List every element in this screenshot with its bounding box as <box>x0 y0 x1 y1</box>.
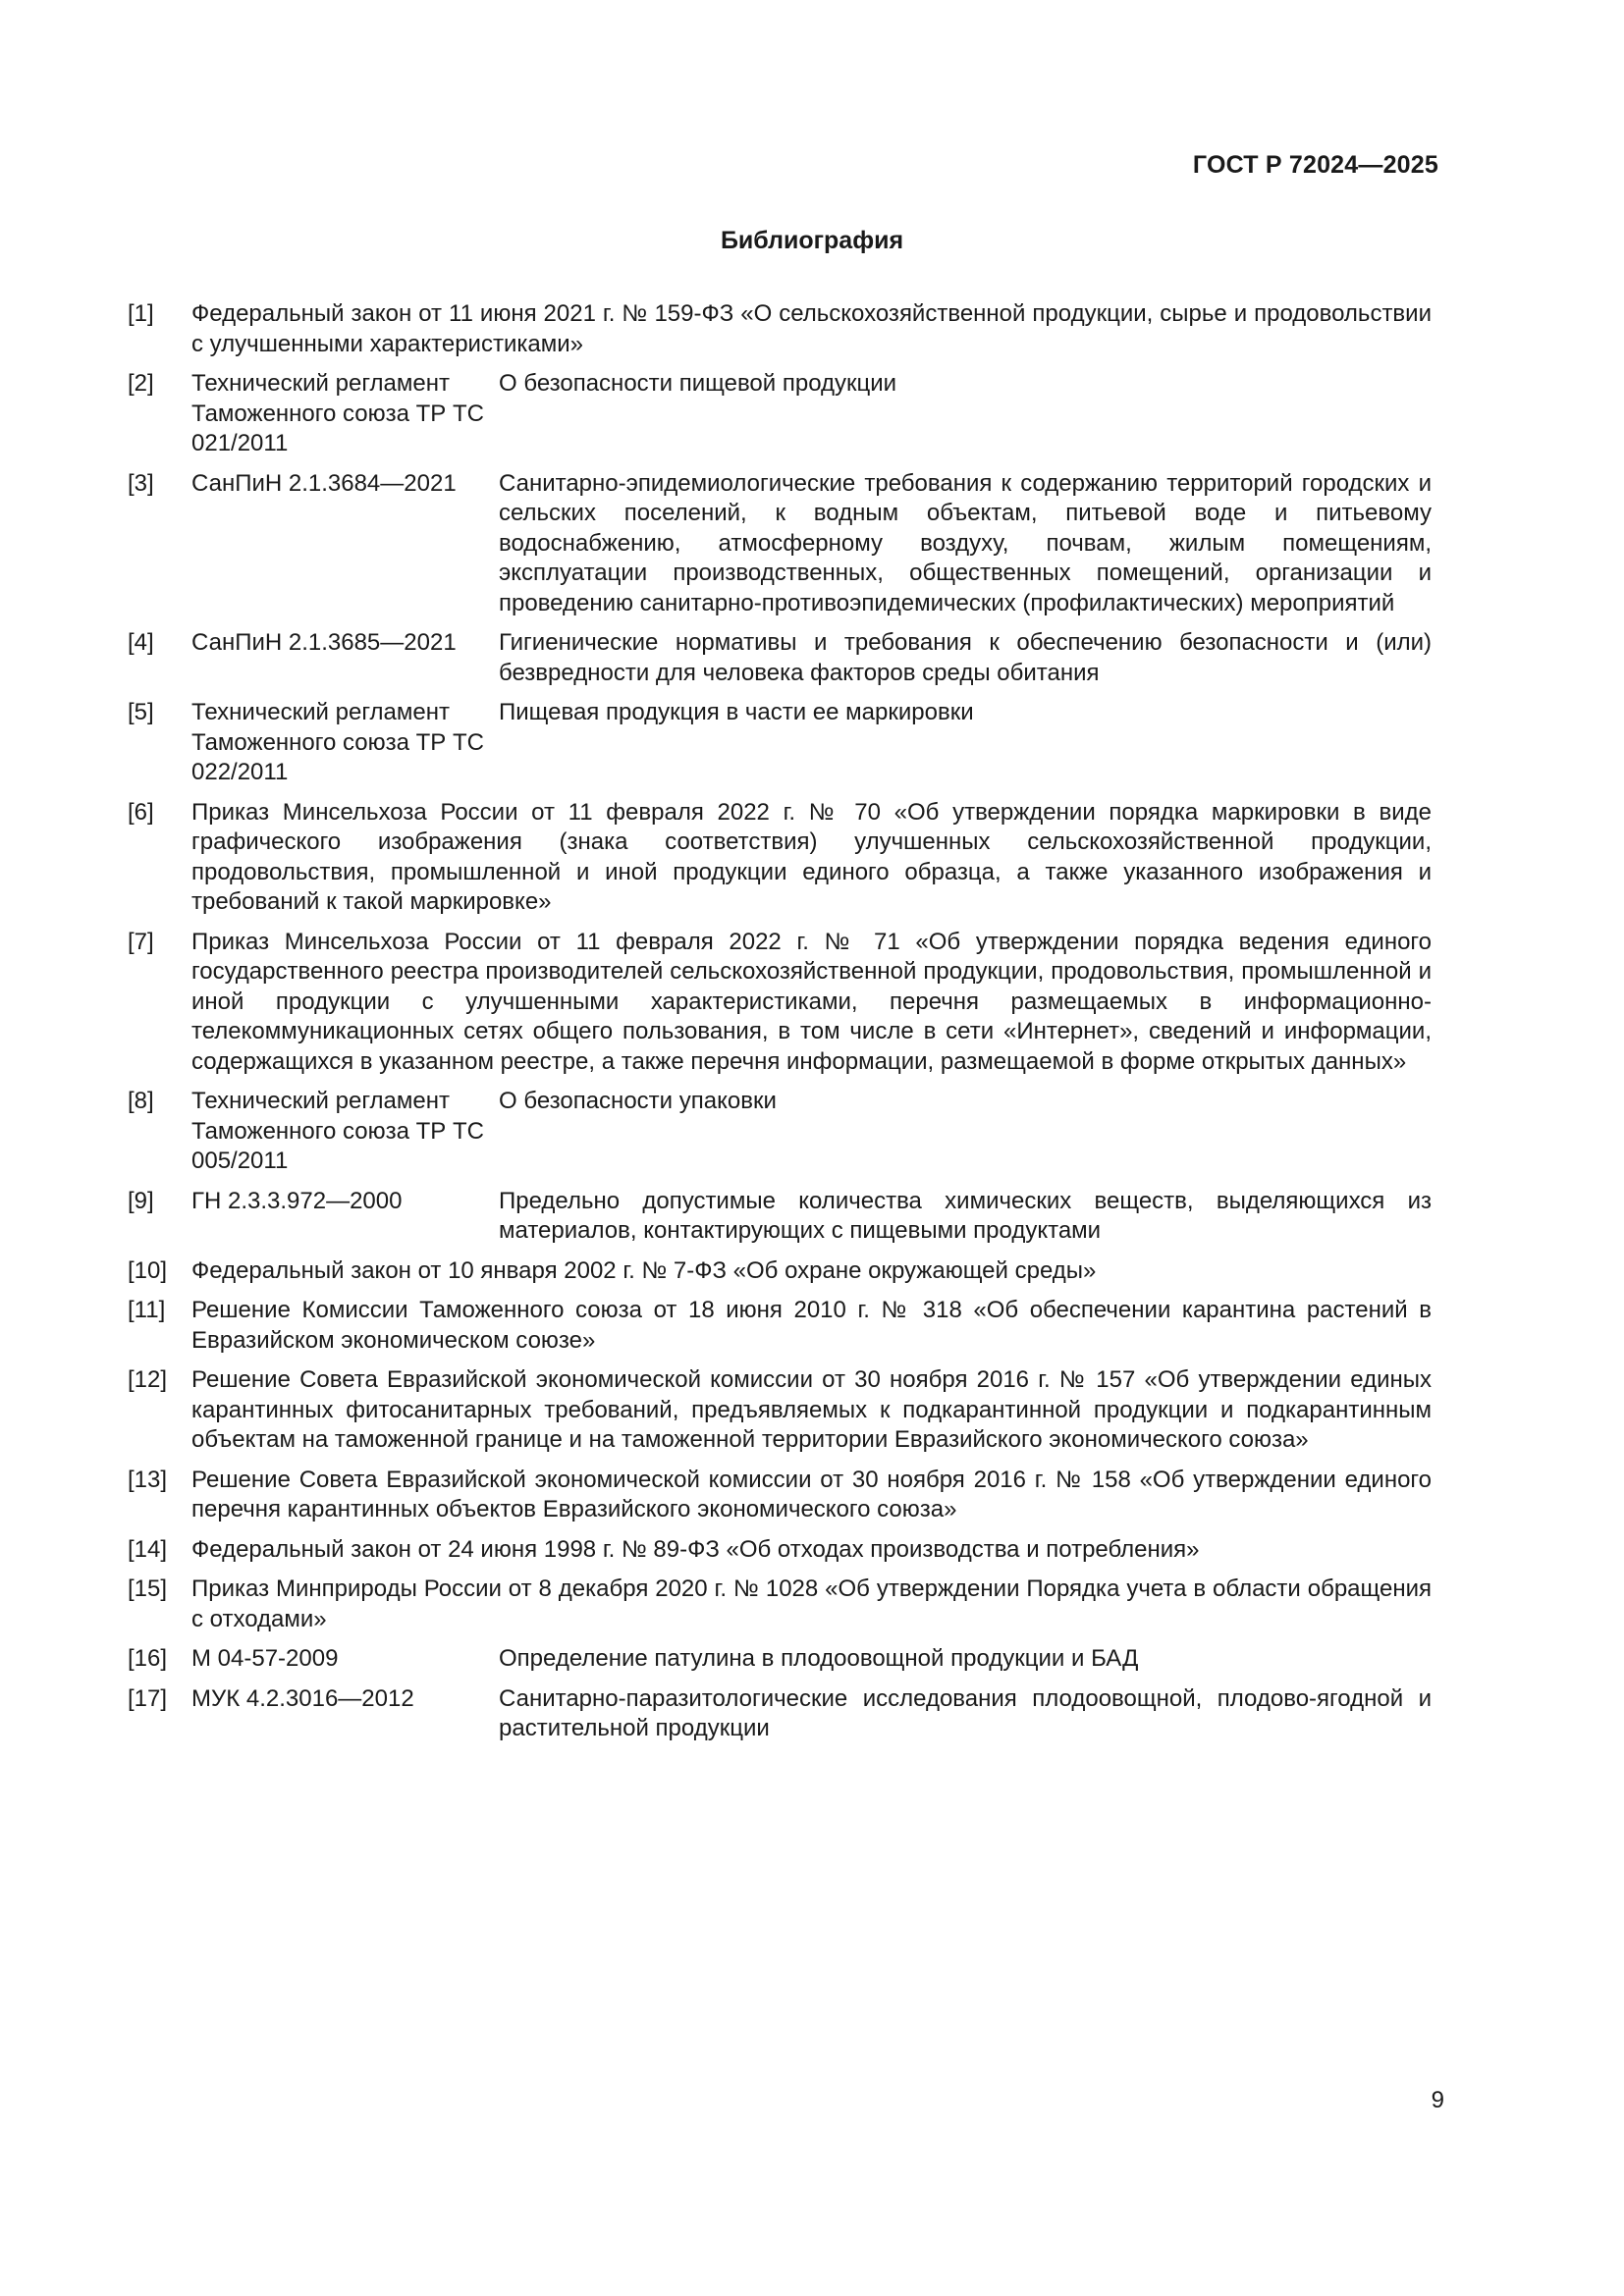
entry-description: О безопасности упаковки <box>499 1088 777 1114</box>
bibliography-entry-6 <box>128 798 1432 918</box>
entry-text: Федеральный закон от 10 января 2002 г. № 7-ФЗ «Об охране окружающей среды» <box>191 1256 1097 1284</box>
entry-text: Приказ Минсельхоза России от 11 февраля 2022 г. № 71 «Об утверждении порядка ведения единого государственного реестра производителей сельскохозяйственной продукции, продовольствия, промышленной и иной продукции с улучшенными характеристиками, перечня размещаемых в информационно-телекоммуникационных сетях общего пользования, в том числе в сети «Интернет», сведений и информации, содержащихся в указанном реестре, а также перечня информации, размещаемой в форме открытых данных» <box>191 928 1432 1075</box>
bibliography-entry-15 <box>128 1575 1432 1634</box>
entry-description: Гигиенические нормативы и требования к обеспечению безопасности и (или) безвредности для человека факторов среды обитания <box>499 629 1432 686</box>
entry-description: Определение патулина в плодоовощной продукции и БАД <box>499 1645 1139 1672</box>
entry-description: Предельно допустимые количества химических веществ, выделяющихся из материалов, контактирующих с пищевыми продуктами <box>499 1187 1432 1244</box>
bibliography-entry-1 <box>128 299 1432 359</box>
entry-text: Решение Совета Евразийской экономической комиссии от 30 ноября 2016 г. № 158 «Об утверждении единого перечня карантинных объектов Евразийского экономического союза» <box>191 1466 1432 1522</box>
bibliography-entry-16 <box>128 1644 1432 1675</box>
bibliography-entry-17 <box>128 1684 1432 1744</box>
bibliography-entry-13 <box>128 1466 1432 1525</box>
page-number: 9 <box>1431 2087 1444 2113</box>
entry-document: М 04-57-2009 <box>191 1645 339 1672</box>
entry-document: СанПиН 2.1.3685—2021 <box>191 629 457 656</box>
entry-number: [5] <box>128 699 154 725</box>
entry-number: [12] <box>128 1366 168 1393</box>
entry-number: [8] <box>128 1088 154 1114</box>
document-code: ГОСТ Р 72024—2025 <box>1192 151 1438 179</box>
entry-number: [7] <box>128 928 154 955</box>
page-title: Библиография <box>720 227 904 254</box>
entry-number: [10] <box>128 1256 168 1284</box>
entry-text: Федеральный закон от 24 июня 1998 г. № 89-ФЗ «Об отходах производства и потребления» <box>191 1535 1200 1563</box>
entry-number: [6] <box>128 798 154 826</box>
entry-number: [4] <box>128 629 154 656</box>
entry-document: Технический регламент Таможенного союза ТР ТС 022/2011 <box>191 699 484 785</box>
entry-text: Федеральный закон от 11 июня 2021 г. № 159-ФЗ «О сельскохозяйственной продукции, сырье и продовольствии с улучшенными характеристиками» <box>191 300 1432 357</box>
entry-document: Технический регламент Таможенного союза ТР ТС 005/2011 <box>191 1088 484 1174</box>
bibliography-list <box>128 299 1432 1754</box>
entry-number: [17] <box>128 1684 168 1712</box>
entry-description: Санитарно-паразитологические исследования плодоовощной, плодово-ягодной и растительной продукции <box>499 1684 1432 1741</box>
bibliography-entry-12 <box>128 1365 1432 1456</box>
bibliography-entry-3 <box>128 469 1432 619</box>
entry-document: СанПиН 2.1.3684—2021 <box>191 469 457 497</box>
entry-text: Приказ Минсельхоза России от 11 февраля 2022 г. № 70 «Об утверждении порядка маркировки в виде графического изображения (знака соответствия) улучшенных сельскохозяйственной продукции, продовольствия, промышленной и иной продукции единого образца, а также указанного изображения и требований к такой маркировке» <box>191 798 1432 915</box>
entry-description: Пищевая продукция в части ее маркировки <box>499 699 974 725</box>
entry-number: [14] <box>128 1535 168 1563</box>
bibliography-entry-10 <box>128 1256 1432 1287</box>
entry-number: [11] <box>128 1297 166 1323</box>
entry-number: [2] <box>128 370 154 397</box>
entry-text: Решение Комиссии Таможенного союза от 18 июня 2010 г. № 318 «Об обеспечении карантина растений в Евразийском экономическом союзе» <box>191 1297 1432 1354</box>
entry-number: [3] <box>128 469 154 497</box>
entry-description: О безопасности пищевой продукции <box>499 370 897 397</box>
bibliography-entry-14 <box>128 1535 1432 1566</box>
entry-number: [16] <box>128 1645 168 1672</box>
entry-number: [9] <box>128 1187 154 1214</box>
bibliography-entry-11 <box>128 1296 1432 1356</box>
entry-text: Приказ Минприроды России от 8 декабря 2020 г. № 1028 «Об утверждении Порядка учета в области обращения с отходами» <box>191 1575 1432 1632</box>
entry-document: ГН 2.3.3.972—2000 <box>191 1187 403 1214</box>
entry-document: Технический регламент Таможенного союза ТР ТС 021/2011 <box>191 370 484 456</box>
bibliography-entry-7 <box>128 928 1432 1078</box>
entry-number: [13] <box>128 1466 168 1493</box>
bibliography-entry-5 <box>128 698 1432 788</box>
entry-description: Санитарно-эпидемиологические требования к содержанию территорий городских и сельских поселений, к водным объектам, питьевой воде и питьевому водоснабжению, атмосферному воздуху, почвам, жилым помещениям, эксплуатации производственных, общественных помещений, организации и проведению санитарно-противоэпидемических (профилактических) мероприятий <box>499 469 1432 616</box>
entry-text: Решение Совета Евразийской экономической комиссии от 30 ноября 2016 г. № 157 «Об утверждении единых карантинных фитосанитарных требований, предъявляемых к подкарантинной продукции и подкарантинным объектам на таможенной границе и на таможенной территории Евразийского экономического союза» <box>191 1366 1432 1453</box>
bibliography-entry-2 <box>128 369 1432 459</box>
bibliography-entry-4 <box>128 628 1432 688</box>
entry-number: [1] <box>128 300 154 327</box>
bibliography-entry-8 <box>128 1087 1432 1177</box>
entry-document: МУК 4.2.3016—2012 <box>191 1684 414 1712</box>
bibliography-entry-9 <box>128 1187 1432 1247</box>
entry-number: [15] <box>128 1575 168 1602</box>
